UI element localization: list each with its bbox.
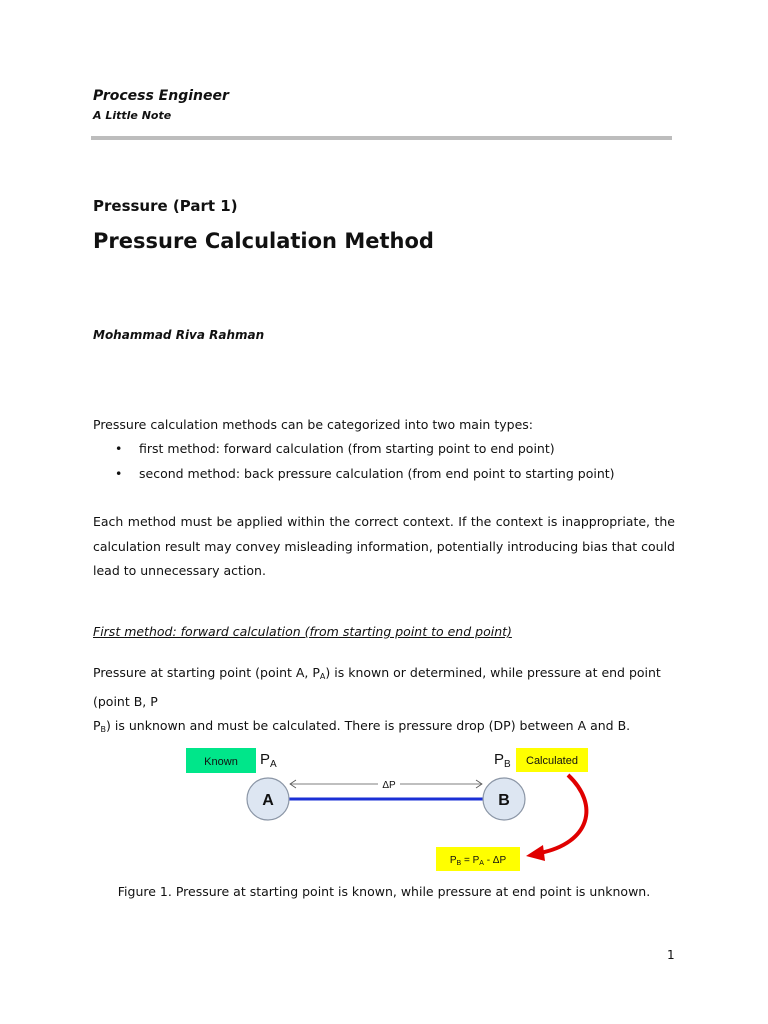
known-label: Known <box>204 756 238 768</box>
list-item-text: first method: forward calculation (from starting point to end point) <box>139 441 555 456</box>
node-b-label: B <box>498 792 510 809</box>
subscript: B <box>100 725 107 734</box>
list-item <box>93 437 615 462</box>
author-name: Mohammad Riva Rahman <box>93 328 265 342</box>
node-a-label: A <box>262 792 274 809</box>
page-number: 1 <box>667 948 675 962</box>
method-list <box>93 437 615 486</box>
context-paragraph: Each method must be applied within the correct context. If the context is inappropriate, the calculation result may convey misleading information, potentially introducing bias that could lead to unnecessary action. <box>93 514 675 578</box>
paragraph-text: ) is known or determined, while pressure at end point (point B, P <box>93 665 661 709</box>
header-title: Process Engineer <box>93 88 229 104</box>
subscript: A <box>319 672 326 681</box>
pressure-paragraph <box>93 661 675 743</box>
list-item-text: second method: back pressure calculation (from end point to starting point) <box>139 465 615 481</box>
calculated-label: Calculated <box>526 755 578 767</box>
calculation-arrowhead-icon <box>526 845 545 861</box>
pressure-a-label: $P_A$ <box>260 751 277 770</box>
intro-paragraph: Pressure calculation methods can be categorized into two main types: <box>93 417 533 432</box>
calculation-arrow-icon <box>540 775 586 853</box>
list-item <box>93 462 615 487</box>
paragraph-text: Pressure at starting point (point A, P <box>93 665 320 680</box>
formula-text: $P_B = P_A - \Delta P$ <box>449 855 507 867</box>
pressure-b-label: $P_B$ <box>494 751 511 770</box>
page-title: Pressure Calculation Method <box>93 229 434 253</box>
part-title: Pressure (Part 1) <box>93 197 238 215</box>
bullet-icon: • <box>115 441 123 456</box>
header-subtitle: A Little Note <box>93 109 172 122</box>
figure-caption: Figure 1. Pressure at starting point is known, while pressure at end point is unknown. <box>117 884 651 899</box>
paragraph-text: ) is unknown and must be calculated. There is pressure drop (DP) between A and B. <box>106 718 631 733</box>
pressure-diagram <box>0 735 768 880</box>
bullet-icon: • <box>115 465 123 481</box>
section-heading: First method: forward calculation (from starting point to end point) <box>93 624 512 639</box>
paragraph-text: P <box>93 718 101 733</box>
delta-p-label: ΔP <box>382 780 396 791</box>
header-divider <box>91 136 672 140</box>
